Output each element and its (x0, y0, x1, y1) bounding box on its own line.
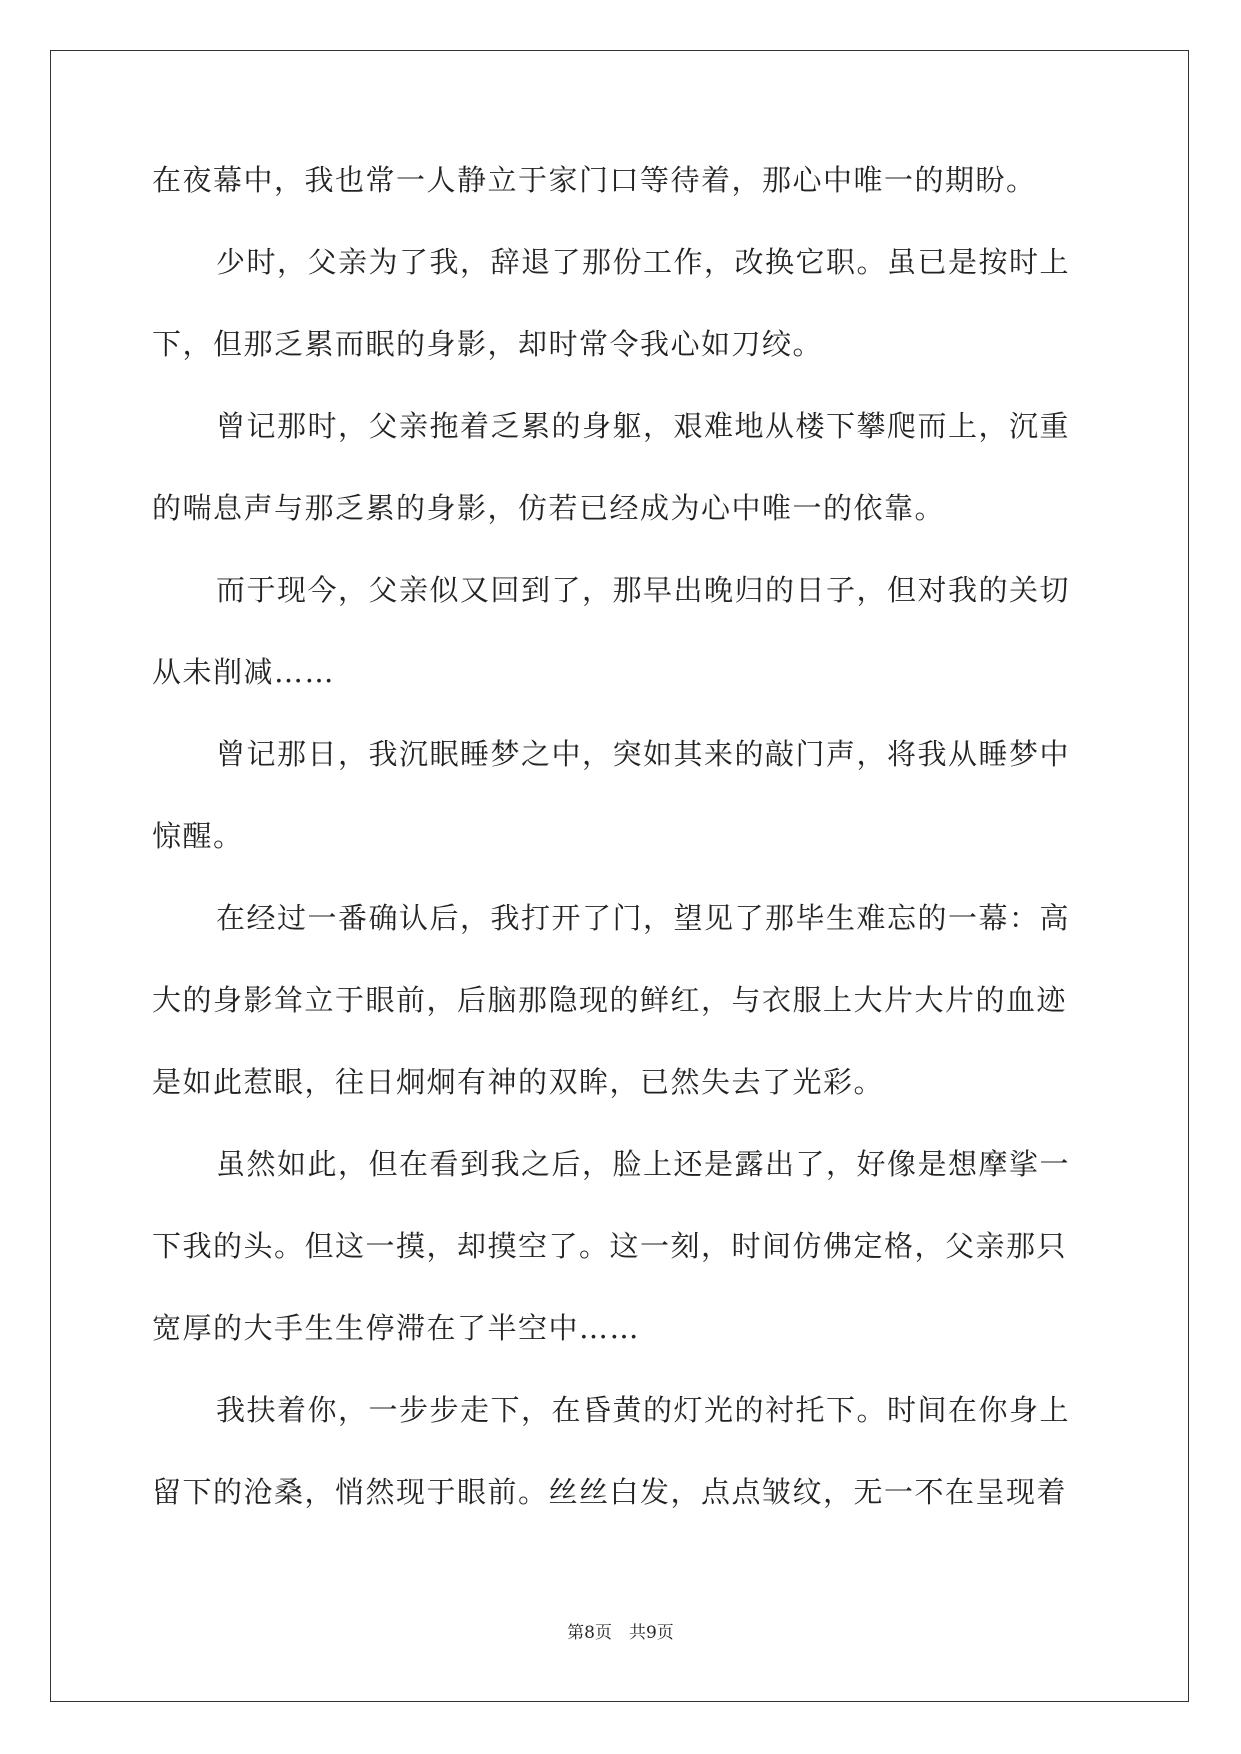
text-line: 曾记那日，我沉眠睡梦之中，突如其来的敲门声，将我从睡梦中 (216, 737, 1071, 771)
text-line: 是如此惹眼，往日炯炯有神的双眸，已然失去了光彩。 (152, 1065, 885, 1099)
text-line: 大的身影耸立于眼前，后脑那隐现的鲜红，与衣服上大片大片的血迹 (152, 983, 1068, 1017)
text-line: 曾记那时，父亲拖着乏累的身躯，艰难地从楼下攀爬而上，沉重 (216, 409, 1071, 443)
text-line: 的喘息声与那乏累的身影，仿若已经成为心中唯一的依靠。 (152, 491, 946, 525)
text-line: 从未削减…… (152, 655, 336, 689)
text-line: 我扶着你，一步步走下，在昏黄的灯光的衬托下。时间在你身上 (216, 1393, 1071, 1427)
text-line: 下，但那乏累而眠的身影，却时常令我心如刀绞。 (152, 327, 824, 361)
page-number-label: 第8页 共9页 (567, 1623, 674, 1643)
text-line: 惊醒。 (152, 819, 244, 853)
text-line: 在夜幕中，我也常一人静立于家门口等待着，那心中唯一的期盼。 (152, 163, 1037, 197)
text-line: 少时，父亲为了我，辞退了那份工作，改换它职。虽已是按时上 (216, 245, 1071, 279)
text-line: 而于现今，父亲似又回到了，那早出晚归的日子，但对我的关切 (216, 573, 1071, 607)
text-line: 在经过一番确认后，我打开了门，望见了那毕生难忘的一幕：高 (216, 901, 1071, 935)
text-line: 留下的沧桑，悄然现于眼前。丝丝白发，点点皱纹，无一不在呈现着 (152, 1475, 1068, 1509)
document-body (152, 162, 1092, 1556)
page-number-footer (0, 1618, 1241, 1643)
text-line: 宽厚的大手生生停滞在了半空中…… (152, 1311, 641, 1345)
text-line: 虽然如此，但在看到我之后，脸上还是露出了，好像是想摩挲一 (216, 1147, 1071, 1181)
text-line: 下我的头。但这一摸，却摸空了。这一刻，时间仿佛定格，父亲那只 (152, 1229, 1068, 1263)
